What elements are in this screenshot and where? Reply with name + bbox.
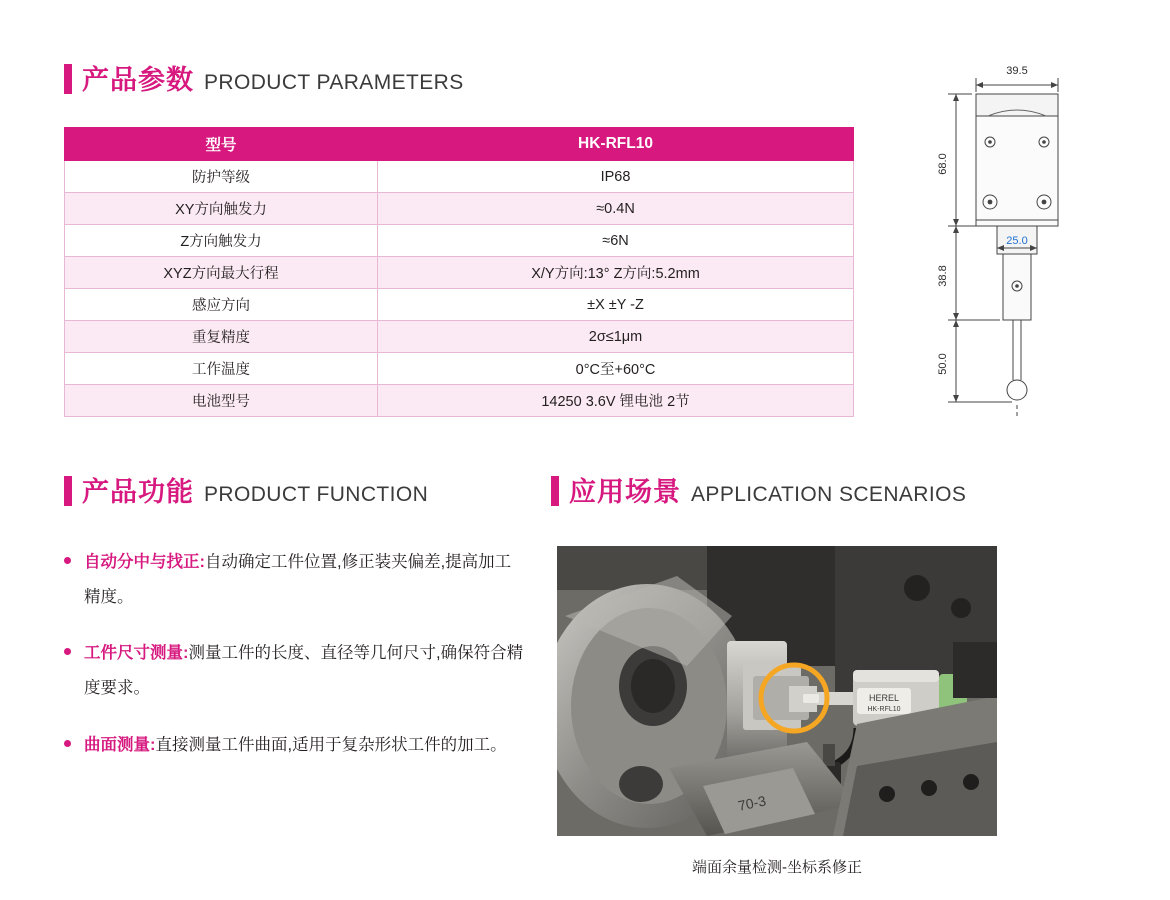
probe-model-label: HK-RFL10	[867, 706, 901, 713]
photo-caption: 端面余量检测-坐标系修正	[692, 859, 862, 876]
block-label: 70-3	[736, 792, 768, 814]
product-function-heading	[64, 470, 428, 509]
param-value: ≈6N	[378, 225, 854, 257]
product-function-list	[64, 545, 524, 784]
table-header-value: HK-RFL10	[378, 128, 854, 161]
param-key: 工作温度	[65, 353, 378, 385]
accent-bar-icon	[64, 476, 72, 506]
param-key: 感应方向	[65, 289, 378, 321]
table-row	[65, 321, 854, 353]
function-list-item	[64, 636, 524, 705]
section-title-en: APPLICATION SCENARIOS	[691, 483, 967, 506]
section-title-cn: 产品参数	[82, 65, 194, 95]
table-row	[65, 353, 854, 385]
function-title: 曲面测量:	[84, 735, 156, 754]
param-key: XY方向触发力	[65, 193, 378, 225]
param-value: 14250 3.6V 锂电池 2节	[378, 385, 854, 417]
function-text: 测量工件的长度、直径等几何尺寸,确保符合精度要求。	[84, 644, 524, 697]
section-title-cn: 产品功能	[82, 477, 194, 507]
table-row	[65, 385, 854, 417]
section-title-cn: 应用场景	[569, 477, 681, 507]
param-value: 2σ≤1μm	[378, 321, 854, 353]
table-row	[65, 289, 854, 321]
param-value: IP68	[378, 161, 854, 193]
dim-width-label: 39.5	[1006, 65, 1028, 77]
param-key: 防护等级	[65, 161, 378, 193]
table-row	[65, 225, 854, 257]
param-key: 重复精度	[65, 321, 378, 353]
table-header-key: 型号	[65, 128, 378, 161]
dim-mid-height-label: 38.8	[937, 265, 949, 287]
dim-stem-width-label: 25.0	[1006, 235, 1028, 247]
dim-body-height-label: 68.0	[937, 153, 949, 175]
product-parameter-table	[64, 127, 854, 417]
function-list-item	[64, 728, 524, 763]
application-scenarios-heading	[551, 470, 966, 509]
technical-drawing	[900, 50, 1150, 440]
dim-stylus-height-label: 50.0	[937, 353, 949, 375]
product-parameters-heading	[64, 58, 464, 97]
param-key: 电池型号	[65, 385, 378, 417]
table-row	[65, 193, 854, 225]
application-photo	[557, 546, 997, 836]
function-title: 自动分中与找正:	[84, 553, 205, 571]
param-key: XYZ方向最大行程	[65, 257, 378, 289]
param-value: 0°C至+60°C	[378, 353, 854, 385]
param-value: ≈0.4N	[378, 193, 854, 225]
section-title-en: PRODUCT PARAMETERS	[204, 71, 464, 94]
section-title-en: PRODUCT FUNCTION	[204, 483, 429, 506]
probe-brand-label: HEREL	[868, 693, 900, 703]
param-key: Z方向触发力	[65, 225, 378, 257]
accent-bar-icon	[64, 64, 72, 94]
function-text: 直接测量工件曲面,适用于复杂形状工件的加工。	[155, 735, 507, 754]
function-text: 自动确定工件位置,修正装夹偏差,提高加工精度。	[84, 553, 512, 606]
table-header-row	[65, 128, 854, 161]
table-row	[65, 257, 854, 289]
accent-bar-icon	[551, 476, 559, 506]
function-list-item	[64, 545, 524, 614]
table-row	[65, 161, 854, 193]
param-value: X/Y方向:13° Z方向:5.2mm	[378, 257, 854, 289]
function-title: 工件尺寸测量:	[84, 644, 189, 663]
param-value: ±X ±Y -Z	[378, 289, 854, 321]
